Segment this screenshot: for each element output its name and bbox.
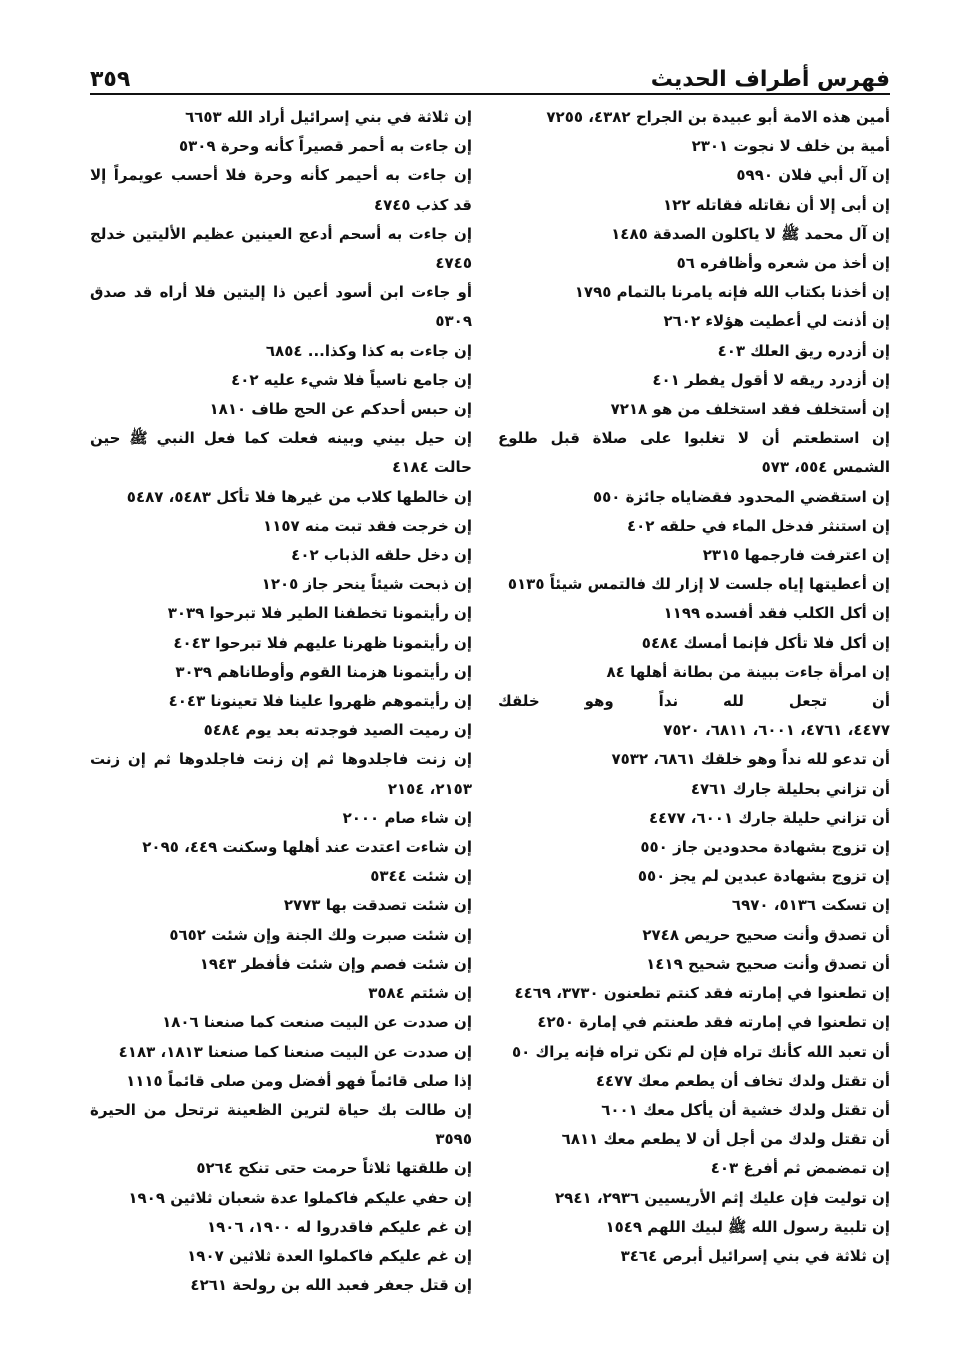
index-entry — [498, 629, 890, 658]
entry-text: إن حبس أحدكم عن الحج طاف — [251, 400, 472, 419]
index-entry — [90, 161, 472, 219]
entry-reference: ١٧٩٥ — [574, 283, 612, 302]
index-entry — [90, 395, 472, 424]
entry-text: إن أخذنا بكتاب الله فإنه يامرنا بالتمام — [616, 283, 890, 302]
entry-text: إن غم عليكم فاكملوا العدة ثلاثين — [229, 1246, 472, 1265]
index-entry — [90, 483, 472, 512]
entry-text: إن أزدرد ريقه لا أقول يفطر — [685, 370, 890, 389]
entry-reference: ٥١٣٦، ٦٩٧٠ — [731, 896, 817, 915]
index-entry — [498, 278, 890, 307]
entry-text: إن حفي عليكم فاكملوا عدة شعبان ثلاثين — [170, 1188, 472, 1207]
index-entry — [498, 745, 890, 774]
entry-reference: ٢٦٠٢ — [663, 312, 701, 331]
index-entry — [498, 366, 890, 395]
entry-reference: ٥٢٦٤ — [196, 1159, 233, 1178]
index-entry — [498, 395, 890, 424]
entry-reference: ٥١٣٥ — [507, 575, 545, 594]
index-entry — [498, 804, 890, 833]
entry-reference: ١٩٠٠، ١٩٠٦ — [207, 1217, 292, 1236]
entry-text: إن أكل فلا تأكل فإنما أمسك — [683, 633, 890, 652]
entry-text: إن أخذ من شعره وأظافره — [700, 254, 890, 273]
entry-reference: ٥٠ — [511, 1042, 531, 1061]
index-entry — [498, 1008, 890, 1037]
index-entry — [498, 833, 890, 862]
index-entry — [498, 337, 890, 366]
entry-reference: ١١٥٧ — [263, 516, 300, 535]
entry-reference: ٣٥٨٤ — [368, 984, 405, 1003]
entry-reference: ٤٠٣ — [717, 341, 746, 360]
entry-text: إن شئت فصم وإن شئت فأفطر — [241, 954, 472, 973]
index-entry — [498, 570, 890, 599]
page-title: فهرس أطراف الحديث — [650, 67, 890, 92]
entry-reference: ٦٨١١ — [561, 1130, 599, 1149]
index-entry — [498, 1154, 890, 1183]
entry-reference: ٥٥٠ — [592, 487, 621, 506]
entry-text: إن آل أبي فلان — [778, 166, 890, 185]
entry-text: إن شئتم — [410, 984, 472, 1003]
entry-text: إن جاءت به كذا وكذا... — [307, 341, 472, 360]
entry-reference: ٥٣٠٩ — [435, 312, 472, 331]
index-entry — [498, 658, 890, 687]
index-entry — [498, 1242, 890, 1271]
entry-text: إن دخل حلقه الذباب — [323, 546, 472, 565]
entry-text: أن تقتل ولدك خشية أن يأكل معك — [643, 1100, 890, 1119]
header-divider — [90, 93, 890, 95]
entry-text: إن طلقتها ثلاثاً حرمت حتى تنكح — [238, 1159, 472, 1178]
index-entry — [90, 833, 472, 862]
entry-text: إن أستخلف فقد استخلف من هو — [652, 400, 890, 419]
index-entry — [90, 1184, 472, 1213]
index-entry — [498, 512, 890, 541]
index-entry — [498, 1184, 890, 1213]
index-entry — [90, 132, 472, 161]
entry-reference: ٦٨٥٤ — [265, 341, 303, 360]
entry-reference: ٢٧٧٣ — [283, 896, 321, 915]
entry-text: إن غم عليكم فاقدروا له — [296, 1217, 472, 1236]
entry-text: إن حيل بيني وبينه فعلت كما فعل النبي ﷺ حين حالت — [90, 429, 472, 477]
index-entry — [90, 804, 472, 833]
entry-reference: ٥٩٩٠ — [736, 166, 774, 185]
entry-text: أن تصدق وأنت صحيح حريص — [684, 925, 890, 944]
entry-reference: ٤٣٨٢، ٧٢٥٥ — [546, 108, 631, 126]
index-entry — [498, 891, 890, 920]
entry-text: أن تزاني بحليلة جارك — [732, 779, 890, 798]
index-entry — [90, 1154, 472, 1183]
entry-text: إن صددت عن البيت صنعنا كما صنعنا — [208, 1042, 472, 1061]
entry-reference: ٤٢٦١ — [190, 1276, 228, 1295]
entry-reference: ٨٤ — [606, 662, 625, 681]
index-entry — [90, 862, 472, 891]
entry-text: أمية بن خلف لا نجوت — [733, 137, 890, 156]
entry-text: إن جاءت به أسحم أدعج العينين عظيم الأليتين خدلج — [90, 224, 472, 243]
entry-reference: ٤٧٤٥ — [435, 254, 472, 273]
entry-text: إن استنثر فدخل الماء في حلقه — [659, 516, 890, 535]
entry-text: إن أبى إلا أن نقاتله فقاتله — [695, 195, 890, 214]
index-entry — [498, 161, 890, 190]
entry-reference: ٤٤٧٧، ٤٧٦١، ٦٠٠١، ٦٨١١، ٧٥٢٠ — [663, 721, 890, 740]
index-entry — [90, 629, 472, 658]
index-entry — [90, 921, 472, 950]
entry-reference: ١٨١٣، ٤١٨٣ — [118, 1042, 203, 1061]
entry-reference: ١١١٥ — [126, 1071, 163, 1090]
index-entry — [90, 1213, 472, 1242]
entry-reference: ١٩٠٧ — [187, 1246, 224, 1265]
index-entry — [90, 570, 472, 599]
entry-reference: ٦٠٠١ — [601, 1100, 638, 1119]
entry-reference: ٤٧٦١ — [690, 779, 728, 798]
index-entry — [90, 220, 472, 278]
index-entry — [498, 979, 890, 1008]
entry-text: إن اعترفت فارجمها — [744, 546, 890, 565]
index-entry — [498, 103, 890, 132]
entry-text: إذا صلى قائماً فهو أفضل ومن صلى قائماً — [167, 1071, 472, 1090]
entry-reference: ٧٢١٨ — [610, 400, 648, 419]
index-entry — [498, 775, 890, 804]
entry-reference: ٤٠٤٣ — [173, 633, 210, 652]
entry-text: إن شئت — [412, 867, 472, 886]
entry-reference: ٤٠٢ — [291, 546, 319, 565]
entry-text: إن ذبحت شيئاً ينحر جاز — [303, 575, 472, 594]
index-entry — [498, 220, 890, 249]
index-entry — [90, 1096, 472, 1154]
entry-text: إن صددت عن البيت صنعت كما صنعنا — [203, 1013, 472, 1032]
index-entry — [90, 424, 472, 482]
entry-text: أن تزاني حليلة جارك — [738, 808, 890, 827]
entry-reference: ٣٧٣٠، ٤٤٦٩ — [514, 984, 599, 1003]
index-entry — [90, 687, 472, 716]
entry-reference: ٥٤٨٤ — [641, 633, 679, 652]
entry-reference: ٢٩٣٦، ٢٩٤١ — [555, 1188, 640, 1207]
index-entry — [90, 1242, 472, 1271]
page-header — [90, 52, 890, 92]
entry-text: أو جاءت ابن أسود أعين ذا إليتين فلا أراه قد صدق — [90, 283, 472, 302]
entry-reference: ٥٣٠٩ — [179, 137, 216, 156]
entry-reference: ٤٤٩، ٢٠٩٥ — [142, 838, 218, 857]
entry-reference: ١٤٨٥ — [611, 224, 648, 243]
entry-text: إن تطعنوا في إمارته فقد كنتم تطعنون — [603, 984, 890, 1003]
entry-text: إن توليت فإن عليك إثم الأريسيين — [644, 1188, 890, 1207]
index-entry — [498, 921, 890, 950]
entry-reference: ١٩٠٩ — [128, 1188, 165, 1207]
entry-reference: ٦٠٠١، ٤٤٧٧ — [648, 808, 734, 827]
entry-reference: ٥٥٤، ٥٧٣ — [761, 458, 828, 477]
entry-reference: ٦٨٦١، ٧٥٣٢ — [611, 750, 696, 769]
entry-text: إن رأيتموهم ظهروا علينا فلا تعينونا — [210, 692, 472, 711]
index-entry — [498, 483, 890, 512]
entry-reference: ٥٥٠ — [637, 867, 666, 886]
entry-text: إن جامع ناسياً فلا شيء عليه — [263, 370, 472, 389]
entry-text: إن تلبية رسول الله ﷺ لبيك اللهم — [647, 1217, 890, 1236]
index-entry — [90, 950, 472, 979]
entry-text: أن تصدق وأنت صحيح شحيح — [687, 954, 890, 973]
entry-reference: ٥٤٨٤ — [203, 721, 241, 740]
entry-reference: ٥٤٨٣، ٥٤٨٧ — [126, 487, 211, 506]
entry-reference: ٦٦٥٣ — [185, 108, 222, 126]
entry-reference: ٥٣٤٤ — [370, 867, 407, 886]
entry-text: إن استقضي المحدود فقضاياه جائزة — [625, 487, 890, 506]
entry-reference: ٤٢٥٠ — [537, 1013, 575, 1032]
entry-reference: ٣٤٦٤ — [620, 1246, 658, 1265]
entry-reference: ٤٠٢ — [627, 516, 655, 535]
entry-text: أن تدعو لله نداً وهو خلقك — [700, 750, 890, 769]
entry-reference: ١٨١٠ — [209, 400, 247, 419]
index-entry — [90, 1008, 472, 1037]
entry-text: أن تقتل ولدك من أجل أن لا يطعم معك — [603, 1130, 890, 1149]
entry-text: إن رأيتمونا تخطفنا الطير فلا تبرحوا — [209, 604, 472, 623]
index-column-left — [90, 103, 472, 1300]
entry-text: أن تعبد الله كأنك تراه فإن لم تكن تراه فإنه يراك — [535, 1042, 890, 1061]
entry-reference: ٢٠٠٠ — [342, 808, 380, 827]
index-entry — [90, 979, 472, 1008]
entry-reference: ٤٠٣ — [710, 1159, 739, 1178]
index-entry — [498, 249, 890, 278]
index-entry — [498, 132, 890, 161]
entry-reference: ٤١٨٤ — [392, 458, 429, 477]
entry-reference: ٥٦ — [676, 254, 695, 273]
entry-reference: ٢٧٤٨ — [642, 925, 679, 944]
index-entry — [90, 1038, 472, 1067]
entry-text: إن استطعتم أن لا تغلبوا على صلاة قبل طلوع الشمس — [498, 429, 890, 477]
index-entry — [90, 745, 472, 803]
entry-text: إن قتل جعفر فعبد الله بن رولحة — [232, 1276, 472, 1295]
entry-text: إن جاءت به أحيمر كأنه وحرة فلا أحسب عويمراً إلا قد كذب — [90, 166, 472, 214]
entry-reference: ١٥٤٩ — [605, 1217, 643, 1236]
entry-reference: ١٨٠٦ — [162, 1013, 199, 1032]
entry-text: أمين هذه الامة أبو عبيدة بن الجراح — [635, 108, 890, 126]
entry-text: إن تطعنوا في إمارته فقد طعنتم في إمارة — [579, 1013, 890, 1032]
entry-text: إن ثلاثة في بني إسرائيل أراد الله — [226, 108, 472, 126]
index-entry — [90, 541, 472, 570]
index-entry — [498, 1213, 890, 1242]
entry-text: إن رأيتمونا ظهرنا عليهم فلا تبرحوا — [215, 633, 472, 652]
entry-reference: ٢١٥٣، ٢١٥٤ — [387, 779, 472, 798]
index-entry — [90, 716, 472, 745]
entry-text: إن تزوج بشهادة محدودين جاز — [673, 838, 890, 857]
entry-text: إن خالطها كلاب من غيرها فلا تأكل — [216, 487, 472, 506]
index-entry — [498, 1038, 890, 1067]
entry-text: إن أكل الكلب فقد أفسده — [705, 604, 890, 623]
entry-reference: ١٢٠٥ — [261, 575, 299, 594]
index-entry — [498, 950, 890, 979]
entry-text: إن أعطيتها إياه جلست لا إزار لك فالتمس شيئاً — [549, 575, 890, 594]
entry-text: إن آل محمد ﷺ لا ياكلون الصدقة — [653, 224, 890, 243]
index-entry — [90, 103, 472, 132]
index-entry — [498, 1125, 890, 1154]
index-entry — [498, 191, 890, 220]
entry-reference: ٣٠٣٩ — [167, 604, 205, 623]
entry-reference: ٥٦٥٢ — [169, 925, 206, 944]
entry-reference: ٢٣٠١ — [691, 137, 729, 156]
index-entry — [498, 424, 890, 482]
index-entry — [90, 278, 472, 336]
entry-text: إن طالت بك حياة لترين الظعينة ترتحل من الحيرة — [90, 1100, 472, 1119]
entry-text: أن تقتل ولدك تخاف أن يطعم معك — [637, 1071, 890, 1090]
entry-text: إن أذنت لي أعطيت هؤلاء — [705, 312, 890, 331]
entry-reference: ١٢٢ — [663, 195, 691, 214]
index-entry — [498, 1067, 890, 1096]
entry-text: إن امرأة جاءت ببينة من بطانة أهلها — [630, 662, 890, 681]
entry-reference: ٤٠٢ — [231, 370, 259, 389]
index-entry — [90, 1067, 472, 1096]
index-entry — [498, 307, 890, 336]
index-entry — [90, 891, 472, 920]
entry-text: إن شئت صبرت ولك الجنة وإن شئت — [211, 925, 472, 944]
entry-text: أن تجعل لله نداً وهو خلقك — [498, 692, 890, 711]
entry-reference: ٤٧٤٥ — [373, 195, 411, 214]
index-entry — [90, 658, 472, 687]
entry-text: إن زنت فاجلدوها ثم إن زنت فاجلدوها ثم إن زنت — [90, 750, 472, 769]
entry-text: إن تزوج بشهادة عبدين لم يجز — [670, 867, 890, 886]
index-column-right — [498, 103, 890, 1271]
page-number: ٣٥٩ — [90, 67, 131, 92]
entry-text: إن تمضمض ثم أفرغ — [743, 1159, 890, 1178]
entry-reference: ١١٩٩ — [663, 604, 701, 623]
entry-text: إن ثلاثة في بني إسرائيل أبرص — [662, 1246, 890, 1265]
index-entry — [90, 599, 472, 628]
index-entry — [498, 541, 890, 570]
entry-text: إن جاءت به أحمر قصيراً كأنه وحرة — [220, 137, 472, 156]
entry-text: إن رميت الصيد فوجدته بعد يوم — [245, 721, 472, 740]
index-entry — [90, 512, 472, 541]
entry-reference: ٤٤٧٧ — [595, 1071, 633, 1090]
index-entry — [498, 599, 890, 628]
entry-reference: ٤٠٤٣ — [168, 692, 206, 711]
entry-text: إن شاءت اعتدت عند أهلها وسكنت — [222, 838, 472, 857]
entry-text: إن خرجت فقد تبت منه — [304, 516, 472, 535]
index-entry — [90, 1271, 472, 1300]
entry-text: إن رأيتمونا هزمنا القوم وأوطاناهم — [217, 662, 472, 681]
entry-text: إن تسكت — [821, 896, 890, 915]
entry-reference: ٥٥٠ — [640, 838, 668, 857]
index-entry — [498, 687, 890, 745]
entry-reference: ١٩٤٣ — [199, 954, 237, 973]
entry-reference: ١٤١٩ — [646, 954, 683, 973]
entry-text: إن شاء صام — [384, 808, 472, 827]
entry-text: إن أزدره ريق العلك — [750, 341, 890, 360]
index-entry — [498, 862, 890, 891]
index-entry — [90, 337, 472, 366]
index-entry — [498, 1096, 890, 1125]
entry-text: إن شئت تصدقت بها — [325, 896, 472, 915]
entry-reference: ٤٠١ — [652, 370, 680, 389]
entry-reference: ٣٥٩٥ — [435, 1130, 472, 1149]
entry-reference: ٢٣١٥ — [702, 546, 740, 565]
entry-reference: ٣٠٣٩ — [175, 662, 212, 681]
index-entry — [90, 366, 472, 395]
